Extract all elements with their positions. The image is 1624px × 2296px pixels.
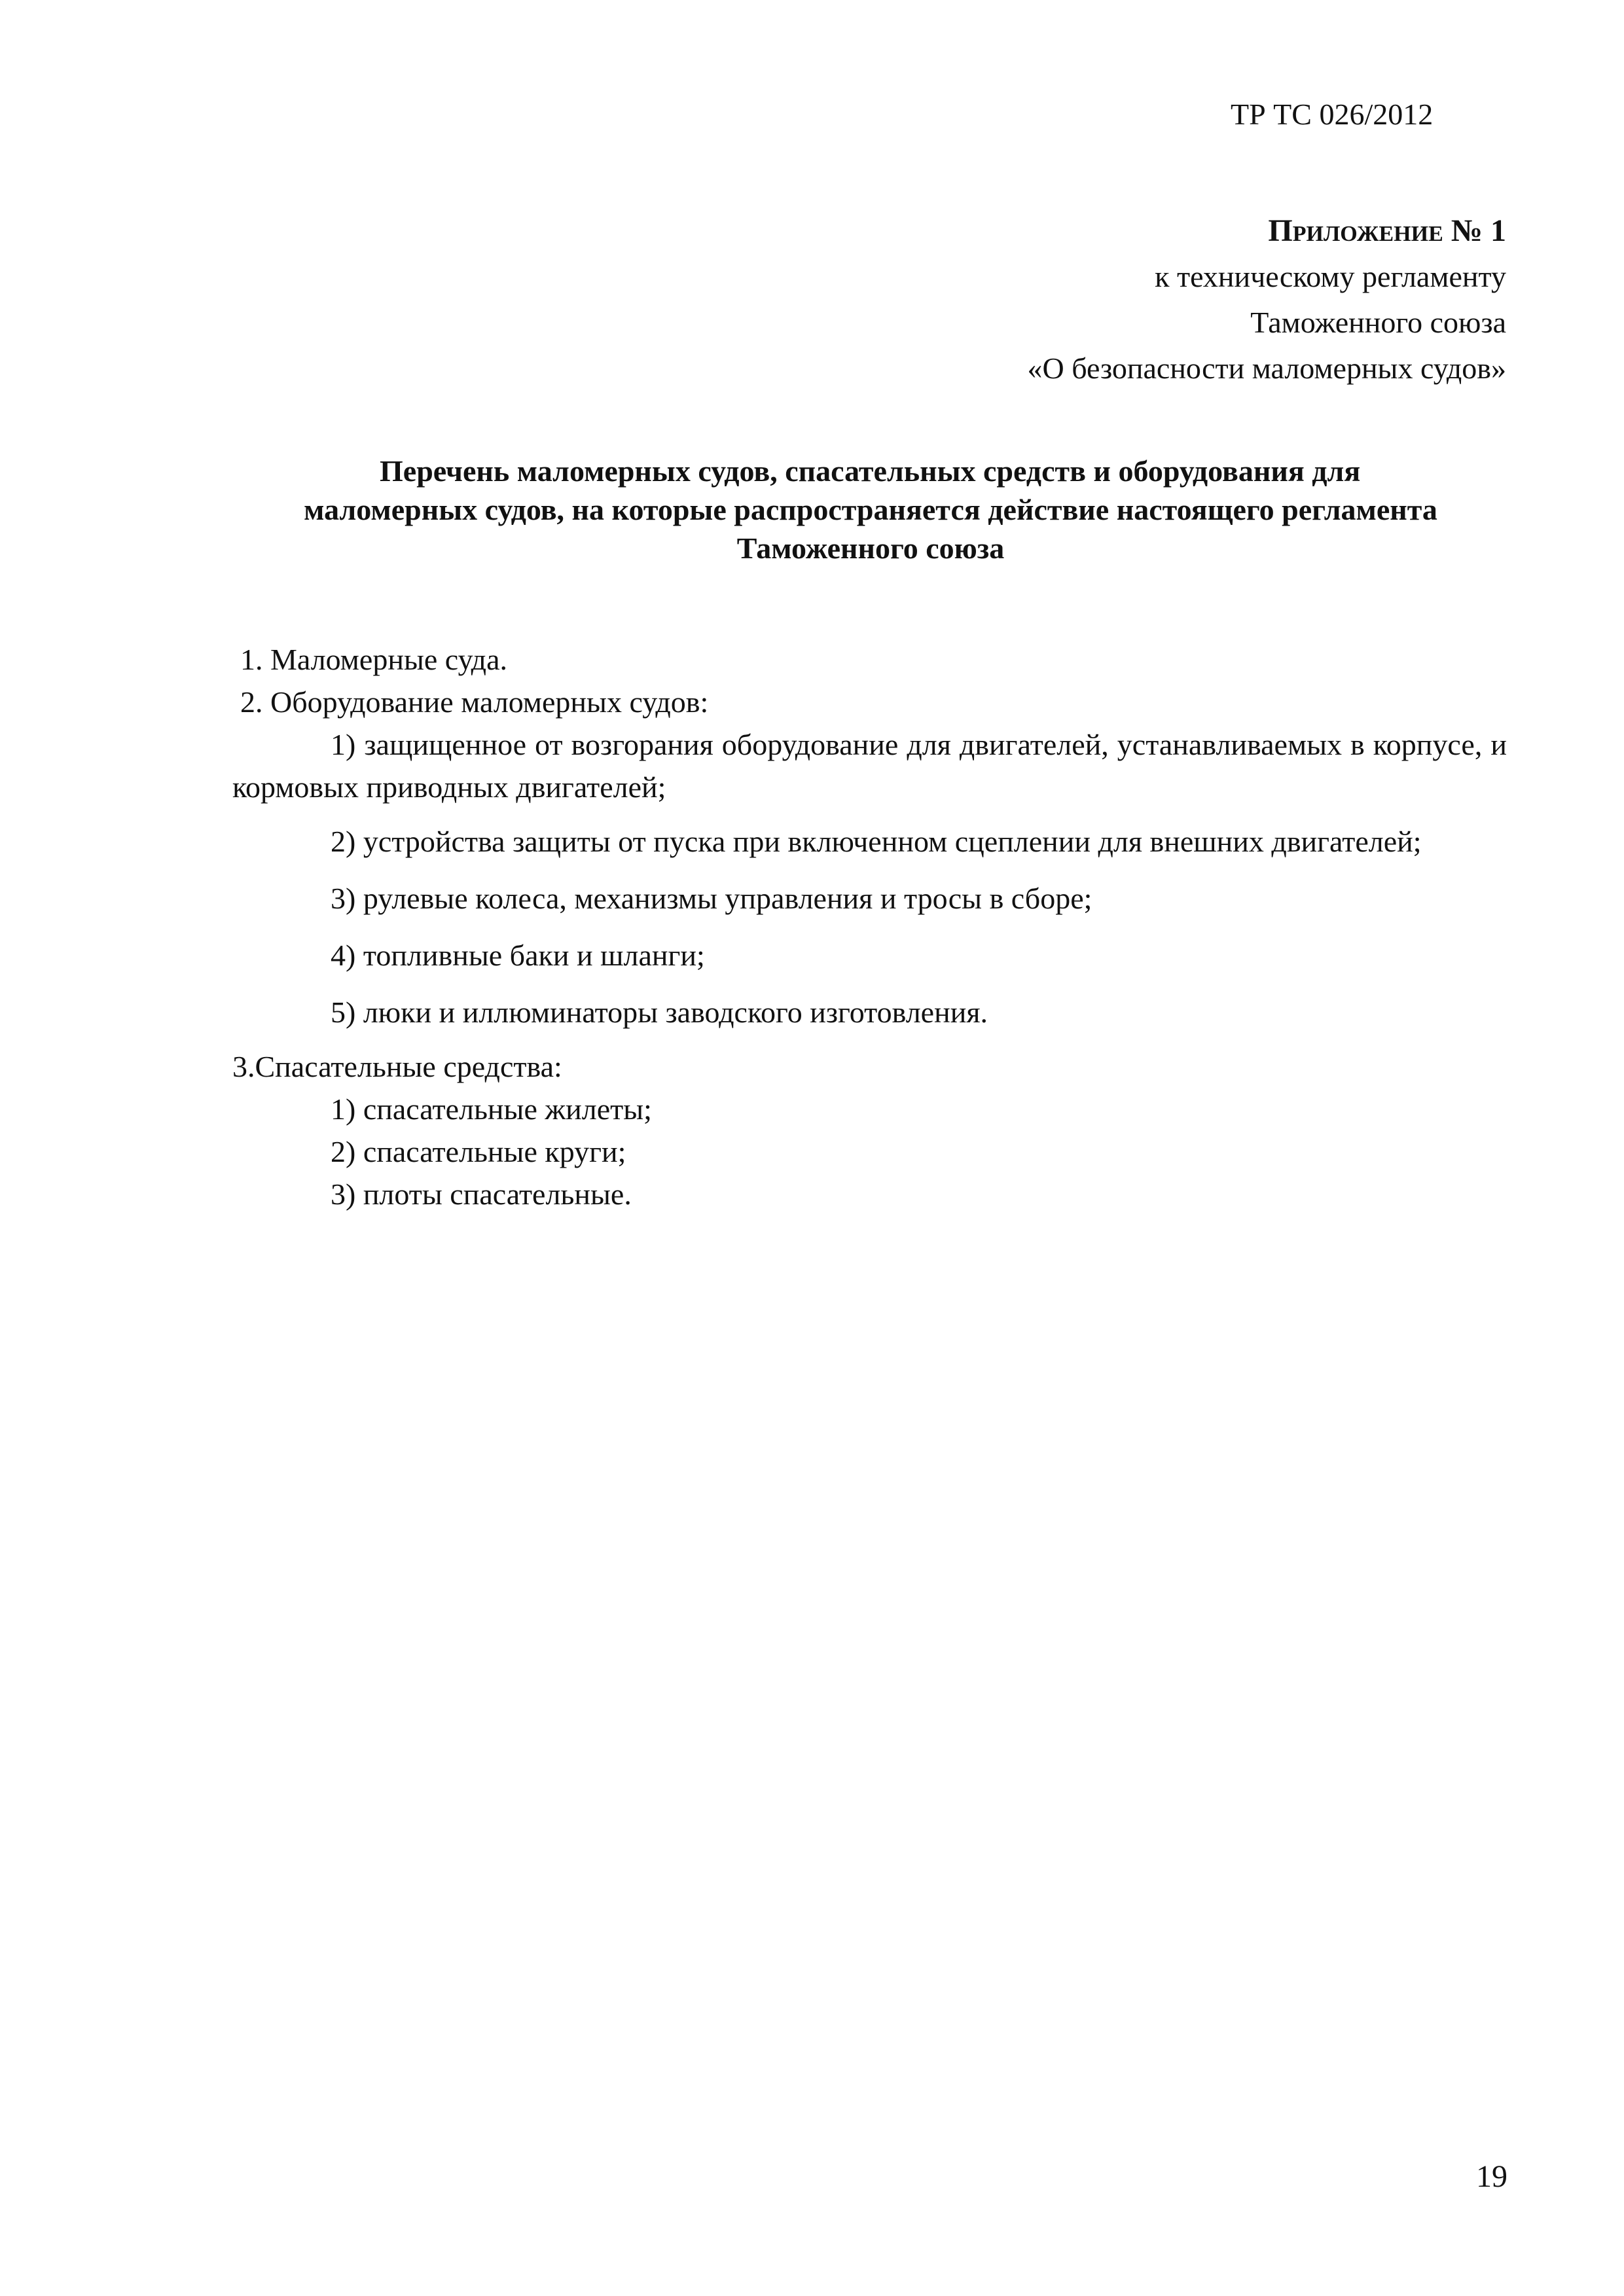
- list-item: 3) плоты спасательные.: [331, 1177, 632, 1211]
- document-code: ТР ТС 026/2012: [1231, 98, 1434, 131]
- list-item: 2) устройства защиты от пуска при включенном сцеплении для внешних двигателей;: [331, 825, 1422, 858]
- section-lifesaving: 3.Спасательные средства:: [232, 1050, 562, 1083]
- appendix-title: Приложение № 1: [1268, 213, 1506, 248]
- list-item: 2) спасательные круги;: [331, 1135, 626, 1168]
- heading-line: Таможенного союза: [736, 531, 1005, 565]
- appendix-block: [1027, 208, 1506, 391]
- document-body: [232, 638, 1507, 1215]
- list-heading: [223, 452, 1519, 567]
- page-number: 19: [1476, 2159, 1507, 2194]
- heading-line: маломерных судов, на которые распространяется действие настоящего регламента: [304, 493, 1437, 526]
- list-item: 1) спасательные жилеты;: [331, 1092, 652, 1126]
- appendix-line: Таможенного союза: [1250, 306, 1506, 339]
- appendix-line: «О безопасности маломерных судов»: [1027, 351, 1506, 385]
- appendix-line: к техническому регламенту: [1155, 260, 1506, 293]
- section-small-craft: 1. Маломерные суда.: [240, 643, 508, 676]
- list-item: 3) рулевые колеса, механизмы управления и тросы в сборе;: [331, 882, 1092, 915]
- section-equipment: 2. Оборудование маломерных судов:: [240, 685, 709, 719]
- heading-line: Перечень маломерных судов, спасательных средств и оборудования для: [380, 454, 1361, 488]
- list-item: 5) люки и иллюминаторы заводского изготовления.: [331, 996, 988, 1029]
- list-item: 1) защищенное от возгорания оборудование для двигателей, устанавливаемых в корпусе, и кормовых приводных двигателей;: [232, 728, 1507, 804]
- list-item: 4) топливные баки и шланги;: [331, 939, 705, 972]
